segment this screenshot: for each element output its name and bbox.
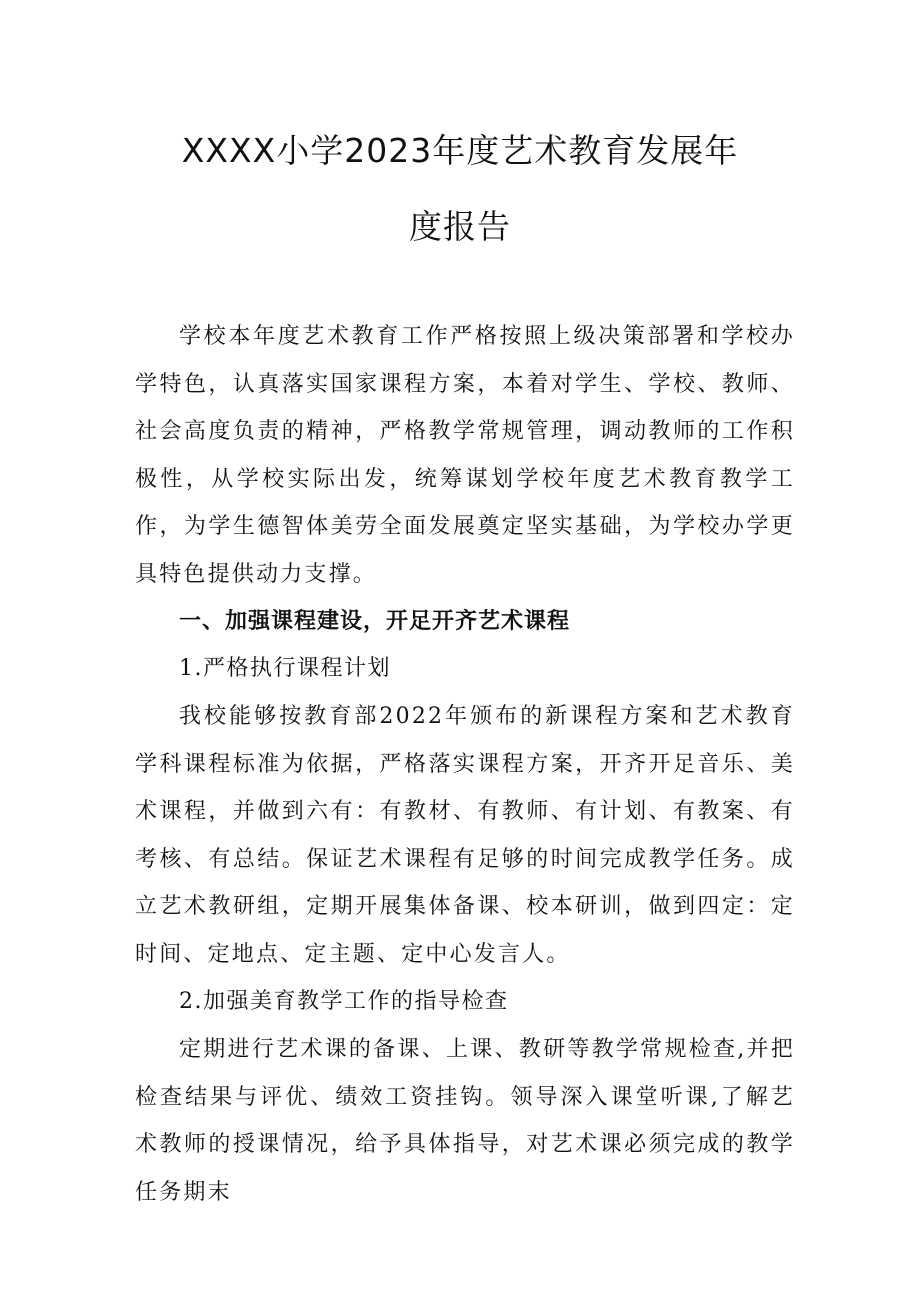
intro-paragraph: 学校本年度艺术教育工作严格按照上级决策部署和学校办学特色，认真落实国家课程方案，本着对学生、学校、教师、社会高度负责的精神，严格教学常规管理，调动教师的工作积极性，从学校实际出发，统筹谋划学校年度艺术教育教学工作，为学生德智体美劳全面发展奠定坚实基础，为学校办学更具特色提供动力支撑。 [135, 324, 795, 587]
subsection-heading-2: 2.加强美育教学工作的指导检查 [179, 989, 509, 1014]
document-title-line-2: 度报告 [409, 207, 511, 246]
section-heading-1: 一、加强课程建设，开足开齐艺术课程 [179, 609, 571, 634]
subsection-heading-1: 1.严格执行课程计划 [179, 656, 391, 681]
document-title-line-1: XXXX小学2023年度艺术教育发展年 [181, 131, 739, 170]
subsection-1-paragraph: 我校能够按教育部2022年颁布的新课程方案和艺术教育学科课程标准为依据，严格落实课程方案，开齐开足音乐、美术课程，并做到六有：有教材、有教师、有计划、有教案、有考核、有总结。保证艺术课程有足够的时间完成教学任务。成立艺术教研组，定期开展集体备课、校本研训，做到四定：定时间、定地点、定主题、定中心发言人。 [135, 704, 795, 967]
subsection-2-paragraph: 定期进行艺术课的备课、上课、教研等教学常规检查,并把检查结果与评优、绩效工资挂钩。领导深入课堂听课,了解艺术教师的授课情况，给予具体指导，对艺术课必须完成的教学任务期末 [135, 1037, 795, 1205]
